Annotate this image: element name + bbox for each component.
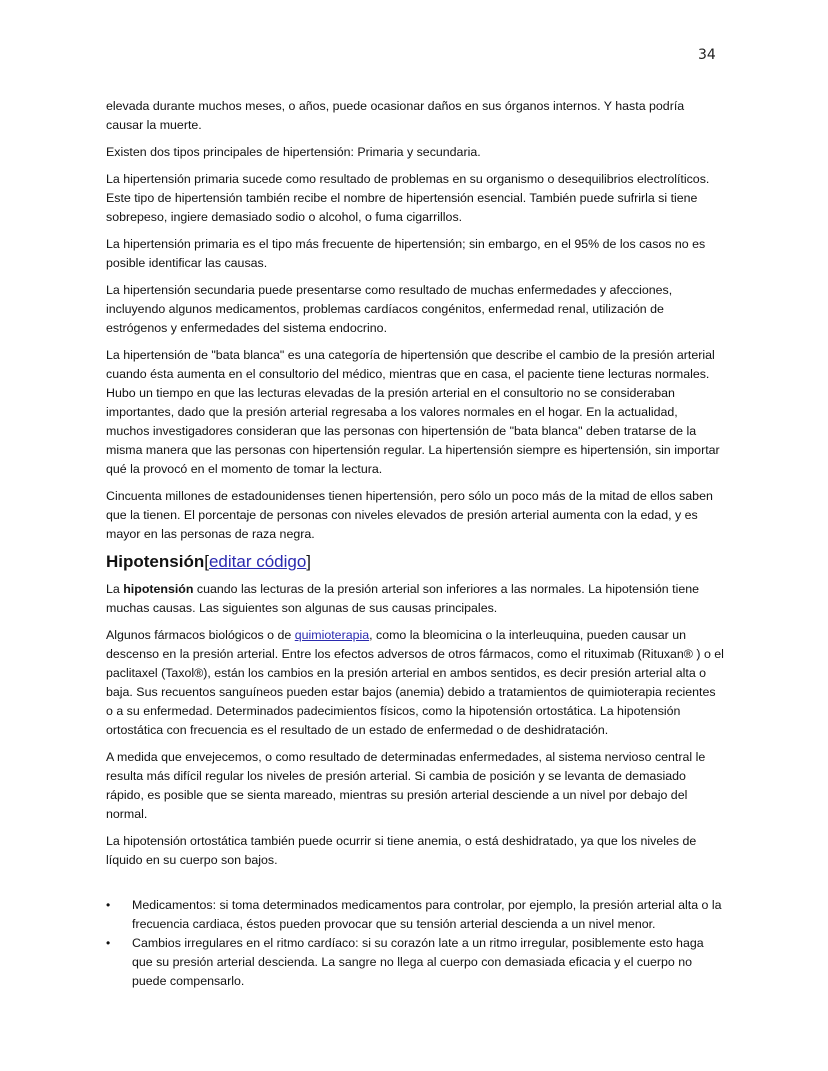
text-line: incluyendo algunos medicamentos, problemas cardíacos congénitos, enfermedad renal, utilización de <box>106 302 664 316</box>
text-segment: La <box>106 582 124 596</box>
paragraph <box>106 626 726 740</box>
text-line: muchos investigadores consideran que las personas con hipertensión de "bata blanca" deben tratarse de la <box>106 424 697 438</box>
text-line: normal. <box>106 807 148 821</box>
text-line: frecuencia cardiaca, éstos pueden provocar que su tensión arterial descienda a un nivel menor. <box>132 917 656 931</box>
text-line: muchas causas. Las siguientes son algunas de sus causas principales. <box>106 601 498 615</box>
paragraph <box>106 346 726 479</box>
text-line: La hipotensión ortostática también puede ocurrir si tiene anemia, o está deshidratado, ya que los niveles de <box>106 834 697 848</box>
link[interactable]: quimioterapia <box>294 628 370 642</box>
paragraph <box>106 170 726 227</box>
list-item <box>106 934 726 991</box>
text-line: Existen dos tipos principales de hipertensión: Primaria y secundaria. <box>106 145 481 159</box>
text-segment: cuando las lecturas de la presión arterial son inferiores a las normales. La hipotensión tiene <box>193 582 700 596</box>
paragraph <box>106 748 726 824</box>
text-line: Cincuenta millones de estadounidenses tienen hipertensión, pero sólo un poco más de la mitad de ellos saben <box>106 489 713 503</box>
paragraph <box>106 281 726 338</box>
text-line <box>106 580 726 599</box>
text-line: posible identificar las causas. <box>106 256 268 270</box>
paragraph <box>106 580 726 618</box>
text-line: resulta más difícil regular los niveles de presión arterial. Si cambia de posición y se levanta de demasiado <box>106 769 686 783</box>
text-line: A medida que envejecemos, o como resultado de determinadas enfermedades, al sistema nervioso central le <box>106 750 706 764</box>
text-line: La hipertensión primaria sucede como resultado de problemas en su organismo o desequilibrios electrolíticos. <box>106 172 710 186</box>
paragraph <box>106 487 726 544</box>
text-line: o a su enfermedad. Determinados padecimientos físicos, como la hipotensión ortostática. La hipotensión <box>106 704 681 718</box>
page-number: 34 <box>698 47 716 63</box>
text-line: La hipertensión de "bata blanca" es una categoría de hipertensión que describe el cambio de la presión arterial <box>106 348 715 362</box>
text-segment: Algunos fármacos biológicos o de <box>106 628 295 642</box>
text-line: qué la provocó en el momento de tomar la lectura. <box>106 462 383 476</box>
paragraph <box>106 143 726 162</box>
text-line: Este tipo de hipertensión también recibe el nombre de hipertensión esencial. También puede sufrirla si tiene <box>106 191 698 205</box>
section-heading <box>106 550 726 574</box>
bullet-list <box>106 896 726 991</box>
text-line: ortostática con frecuencia es el resultado de un estado de enfermedad o de deshidratación. <box>106 723 609 737</box>
text-line: sobrepeso, ingiere demasiado sodio o alcohol, o fuma cigarrillos. <box>106 210 463 224</box>
text-line: La hipertensión primaria es el tipo más frecuente de hipertensión; sin embargo, en el 95% de los casos no es <box>106 237 706 251</box>
text-line: Medicamentos: si toma determinados medicamentos para controlar, por ejemplo, la presión arterial alta o la <box>132 898 722 912</box>
bullet-icon: • <box>106 936 111 950</box>
text-line: estrógenos y enfermedades del sistema endocrino. <box>106 321 388 335</box>
text-line: La hipertensión secundaria puede presentarse como resultado de muchas enfermedades y afecciones, <box>106 283 673 297</box>
text-line: causar la muerte. <box>106 118 202 132</box>
text-line: que su presión arterial descienda. La sangre no llega al cuerpo con demasiada eficacia y el cuerpo no <box>132 955 692 969</box>
text-line: baja. Sus recuentos sanguíneos pueden estar bajos (anemia) debido a tratamientos de quimioterapia recientes <box>106 685 716 699</box>
bullet-icon: • <box>106 898 111 912</box>
heading-text: [ <box>204 552 209 571</box>
bold-term: hipotensión <box>123 582 194 596</box>
text-line: cuando ésta aumenta en el consultorio del médico, mientras que en casa, el paciente tiene lecturas normales. <box>106 367 710 381</box>
text-line: Cambios irregulares en el ritmo cardíaco: si su corazón late a un ritmo irregular, posiblemente esto haga <box>132 936 704 950</box>
text-line: misma manera que las personas con hipertensión regular. La hipertensión siempre es hipertensión, sin importar <box>106 443 720 457</box>
edit-code-link[interactable]: editar código <box>208 552 307 571</box>
text-line: importantes, dado que la presión arterial regresaba a los valores normales en el hogar. En la actualidad, <box>106 405 678 419</box>
text-line: elevada durante muchos meses, o años, puede ocasionar daños en sus órganos internos. Y hasta podría <box>106 99 685 113</box>
text-line: Hubo un tiempo en que las lecturas elevadas de la presión arterial en el consultorio no se consideraban <box>106 386 675 400</box>
text-line: descenso en la presión arterial. Entre los efectos adversos de otros fármacos, como el rituximab (Rituxan® ) o el <box>106 647 724 661</box>
heading-text: Hipotensión <box>106 552 205 571</box>
text-line: paclitaxel (Taxol®), están los cambios en la presión arterial en ambos sentidos, es decir presión arterial alta o <box>106 666 707 680</box>
text-line <box>106 626 726 645</box>
text-line: puede compensarlo. <box>132 974 245 988</box>
text-line: rápido, es posible que se sienta mareado, mientras su presión arterial desciende a un nivel por debajo del <box>106 788 688 802</box>
text-line: líquido en su cuerpo son bajos. <box>106 853 278 867</box>
text-line: mayor en las personas de raza negra. <box>106 527 315 541</box>
text-line: que la tienen. El porcentaje de personas con niveles elevados de presión arterial aumenta con la edad, y es <box>106 508 698 522</box>
heading-text: ] <box>306 552 312 571</box>
paragraph <box>106 235 726 273</box>
paragraph <box>106 832 726 870</box>
text-segment: , como la bleomicina o la interleuquina, pueden causar un <box>369 628 686 642</box>
list-item <box>106 896 726 934</box>
paragraph <box>106 97 726 135</box>
document-body <box>106 97 726 991</box>
